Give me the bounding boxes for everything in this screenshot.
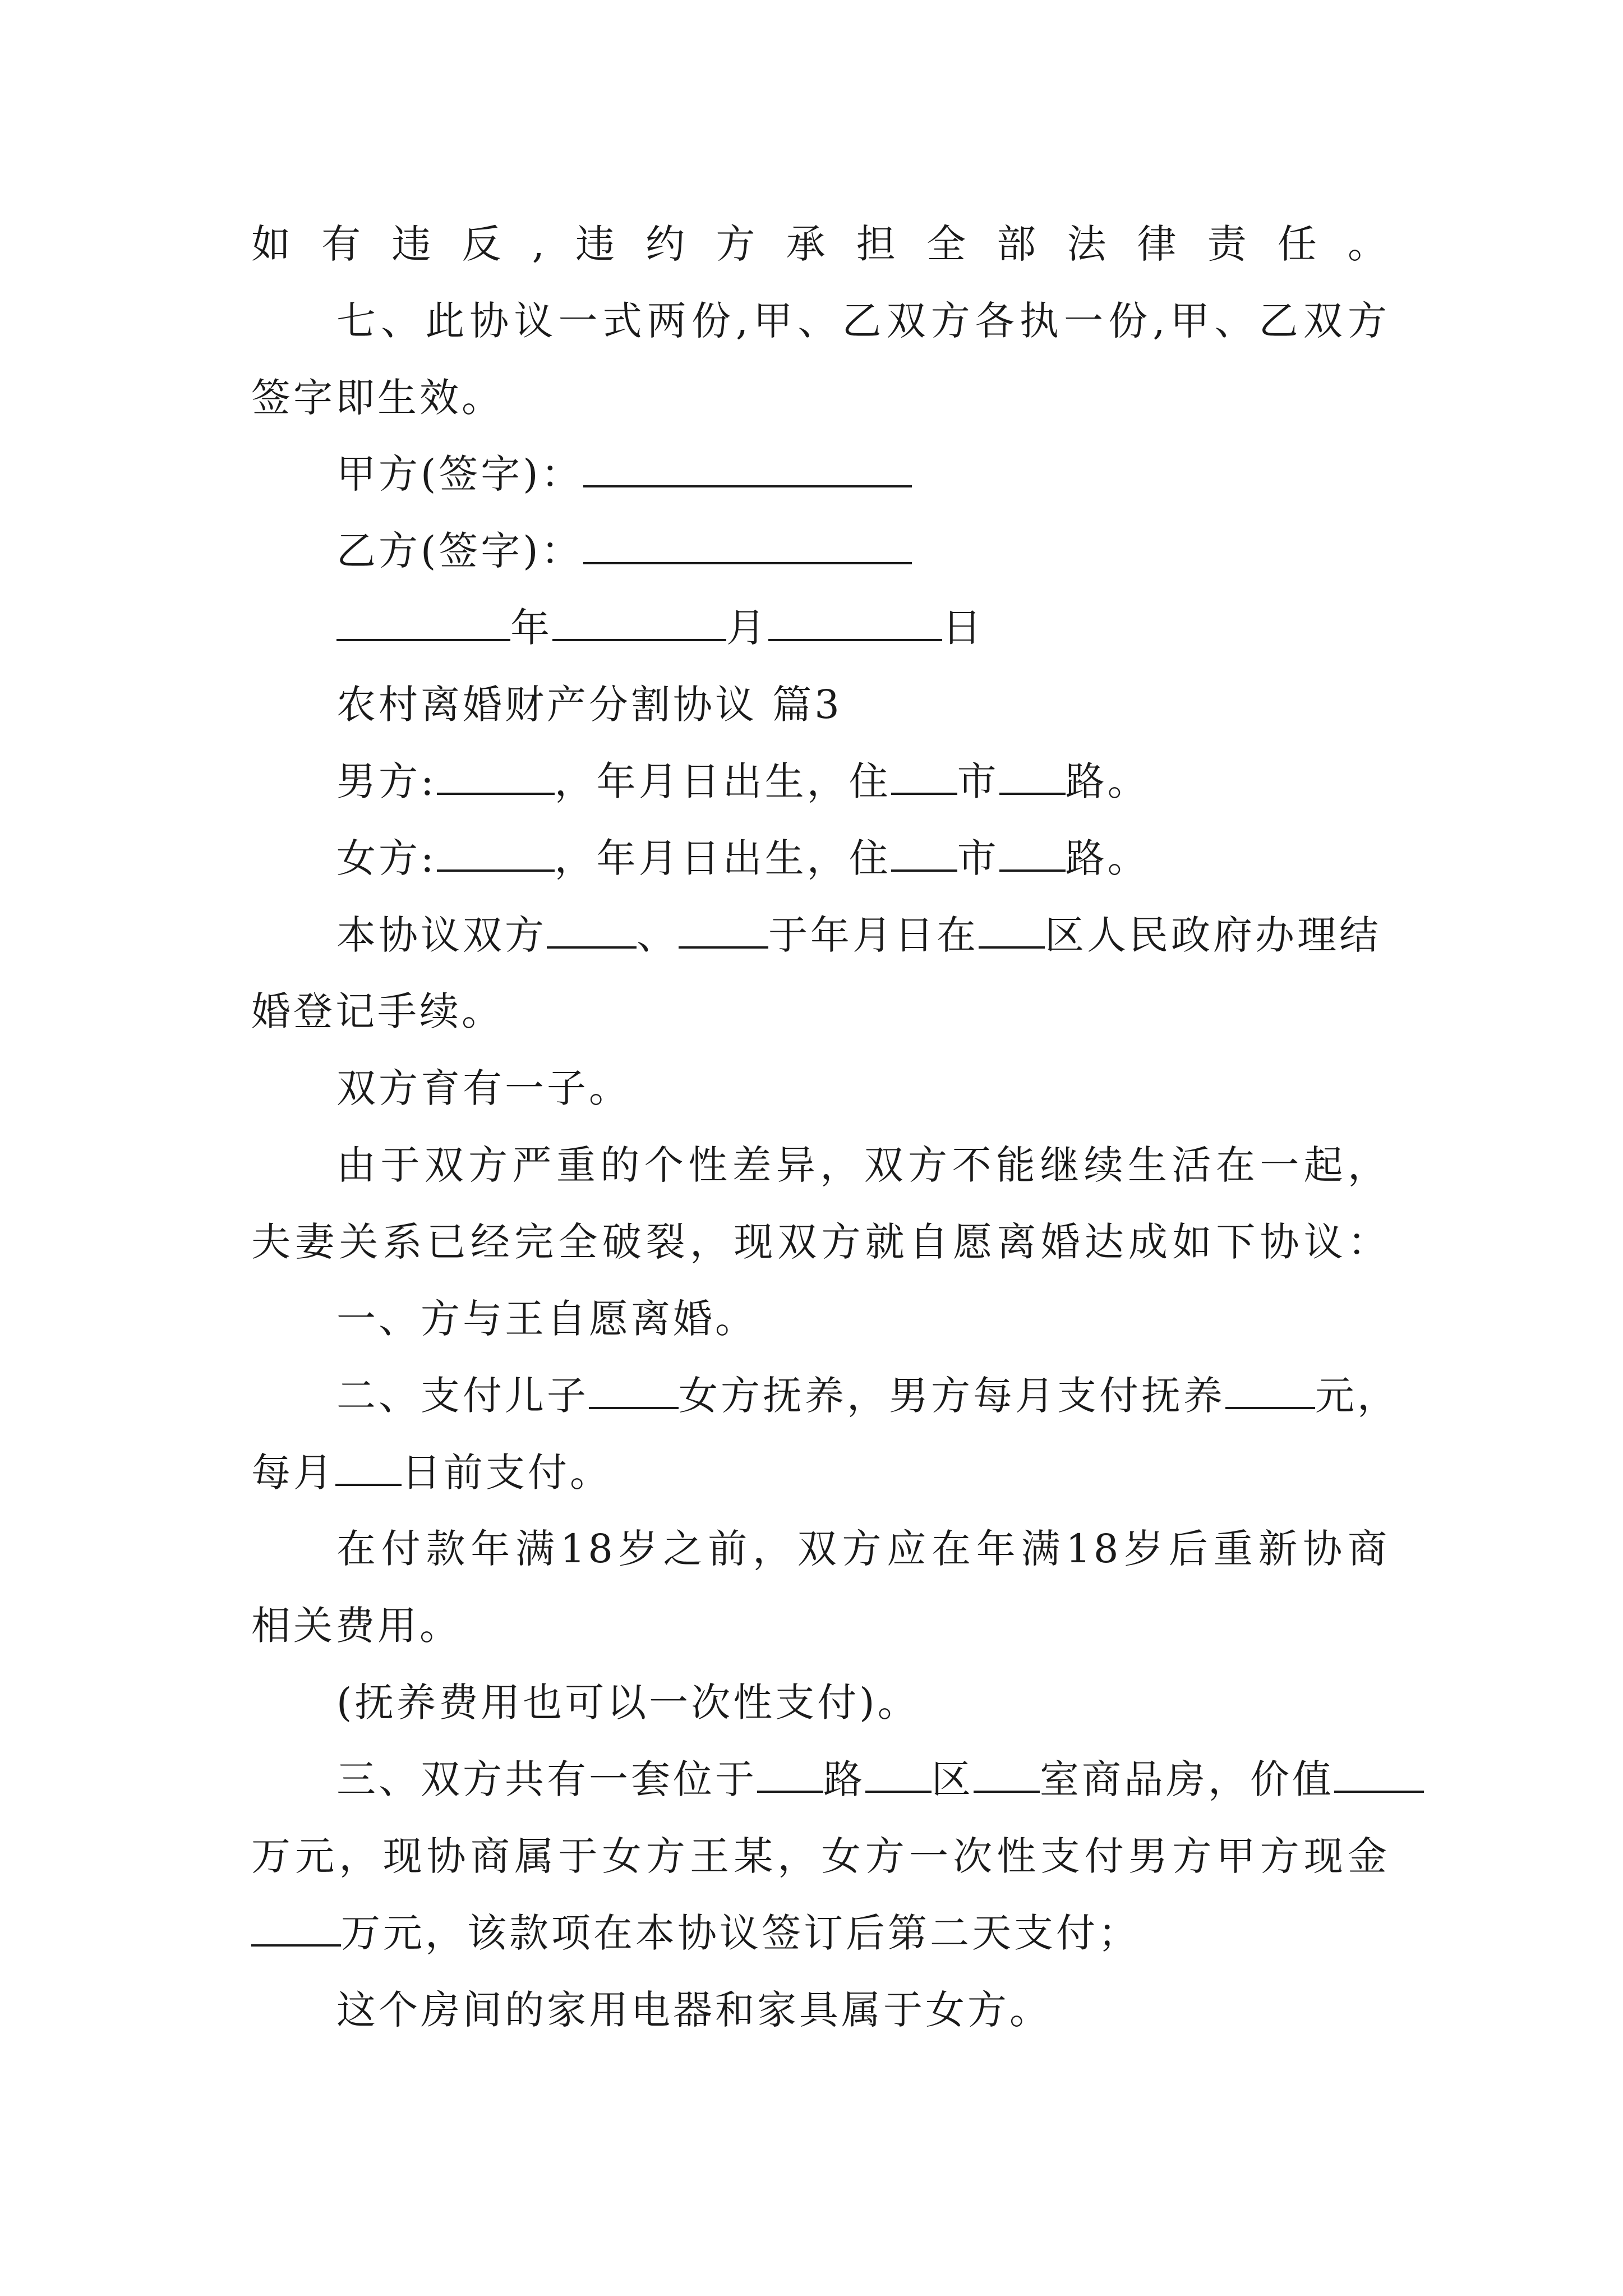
name-blank — [437, 835, 555, 872]
clause-three — [336, 1754, 1390, 1805]
day-blank — [768, 604, 942, 641]
text: 万元，该款项在本协议签订后第二天支付； — [341, 1910, 1140, 1956]
section-title — [336, 679, 1390, 730]
paragraph-line — [251, 1447, 1390, 1498]
party-a-label: 甲方(签字)： — [336, 451, 583, 497]
text: 本协议双方 — [336, 912, 547, 958]
text: 日前支付。 — [402, 1450, 612, 1496]
paragraph-line — [251, 1217, 1390, 1267]
day-blank — [335, 1449, 402, 1486]
paragraph-line — [251, 219, 1390, 269]
male-party-line — [336, 756, 1390, 807]
amount-blank — [251, 1910, 341, 1947]
district-blank — [979, 912, 1045, 949]
text: 万元，现协商属于女方王某，女方一次性支付男方甲方现金 — [251, 1833, 1390, 1879]
text: 路 — [823, 1756, 865, 1802]
text: 每月 — [251, 1450, 335, 1496]
paragraph-line — [336, 1140, 1390, 1190]
text: 签字即生效。 — [251, 375, 504, 421]
text: 路。 — [1065, 835, 1150, 881]
value-blank — [1334, 1756, 1424, 1793]
text: 三、双方共有一套位于 — [336, 1756, 757, 1802]
road-blank — [757, 1756, 823, 1793]
text: 这个房间的家用电器和家具属于女方。 — [336, 1987, 1052, 2033]
room-blank — [974, 1756, 1040, 1793]
name-blank — [679, 912, 768, 949]
name-blank — [437, 758, 555, 795]
text: 一、方与王自愿离婚。 — [336, 1296, 757, 1342]
paragraph-line — [251, 1831, 1390, 1881]
text: 室商品房，价值 — [1040, 1756, 1334, 1802]
month-label: 月 — [726, 605, 768, 651]
text: 元， — [1315, 1373, 1399, 1419]
paragraph-line — [251, 986, 1390, 1037]
name-blank — [547, 912, 637, 949]
fill-blank — [589, 1372, 679, 1409]
female-party-line — [336, 833, 1390, 884]
text: 女方抚养，男方每月支付抚养 — [679, 1373, 1225, 1419]
text: 女方: — [336, 835, 437, 881]
party-a-signature — [336, 449, 1390, 499]
text: 七、此协议一式两份,甲、乙双方各执一份,甲、乙双方 — [336, 298, 1390, 344]
paragraph-line — [251, 372, 1390, 423]
year-blank — [336, 604, 510, 641]
party-b-label: 乙方(签字)： — [336, 528, 583, 574]
text: 市 — [957, 835, 999, 881]
text: 相关费用。 — [251, 1603, 462, 1649]
clause-one — [336, 1294, 1390, 1344]
text: 由于双方严重的个性差异，双方不能继续生活在一起， — [336, 1142, 1390, 1188]
text: 双方育有一子。 — [336, 1065, 631, 1111]
text: 区人民政府办理结 — [1045, 912, 1381, 958]
text: 、 — [637, 912, 679, 958]
section-title-text: 农村离婚财产分割协议 篇3 — [336, 682, 842, 728]
party-b-signature — [336, 526, 1390, 576]
text: 市 — [957, 758, 999, 804]
registration-line — [336, 910, 1390, 960]
paragraph-line — [251, 1908, 1390, 1958]
district-blank — [865, 1756, 932, 1793]
text: ，年月日出生，住 — [554, 758, 891, 804]
text: 路。 — [1065, 758, 1150, 804]
paragraph-line — [336, 1063, 1390, 1114]
signature-blank — [583, 450, 912, 487]
text: 婚登记手续。 — [251, 988, 504, 1034]
text: ，年月日出生，住 — [554, 835, 891, 881]
paragraph-line — [251, 1600, 1390, 1651]
paragraph-line — [336, 1524, 1390, 1574]
month-blank — [552, 604, 726, 641]
text: 于年月日在 — [768, 912, 979, 958]
day-label: 日 — [942, 605, 984, 651]
text: 夫妻关系已经完全破裂，现双方就自愿离婚达成如下协议： — [251, 1219, 1390, 1265]
city-blank — [891, 758, 957, 795]
paragraph-line — [336, 1677, 1390, 1728]
text: (抚养费用也可以一次性支付)。 — [336, 1680, 920, 1726]
paragraph-line — [336, 1985, 1390, 2035]
date-line — [336, 602, 1390, 653]
year-label: 年 — [510, 605, 552, 651]
amount-blank — [1225, 1372, 1315, 1409]
text: 在付款年满18岁之前，双方应在年满18岁后重新协商 — [336, 1526, 1390, 1572]
text: 如有违反,违约方承担全部法律责任。 — [251, 221, 1390, 267]
clause-seven — [336, 296, 1390, 346]
text: 男方: — [336, 758, 437, 804]
text: 区 — [932, 1756, 974, 1802]
road-blank — [999, 758, 1066, 795]
signature-blank — [583, 527, 912, 564]
clause-two — [336, 1370, 1399, 1421]
city-blank — [891, 835, 957, 872]
text: 二、支付儿子 — [336, 1373, 589, 1419]
road-blank — [999, 835, 1066, 872]
